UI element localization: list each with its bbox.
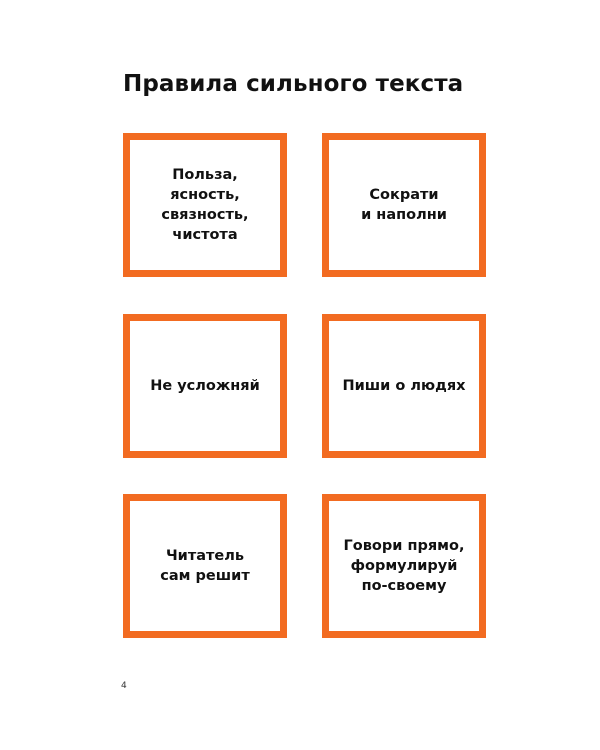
rule-card-dont-complicate — [123, 314, 287, 458]
rule-card-write-about-people — [322, 314, 486, 458]
page-title: Правила сильного текста — [123, 71, 464, 97]
rule-card-reader-decides — [123, 494, 287, 638]
rule-card-text: Польза, ясность, связность, чистота — [161, 167, 249, 243]
rule-card-text: Сократи и наполни — [361, 187, 447, 223]
rule-card-text: Не усложняй — [150, 378, 260, 394]
rule-card-speak-directly — [322, 494, 486, 638]
rule-card-shorten-and-fill — [322, 133, 486, 277]
rule-card-text: Читатель сам решит — [160, 548, 250, 584]
rule-card-text: Говори прямо, формулируй по-своему — [343, 538, 465, 594]
rule-card-usefulness-clarity — [123, 133, 287, 277]
page-number: 4 — [121, 681, 127, 691]
rule-card-text: Пиши о людях — [342, 378, 466, 394]
